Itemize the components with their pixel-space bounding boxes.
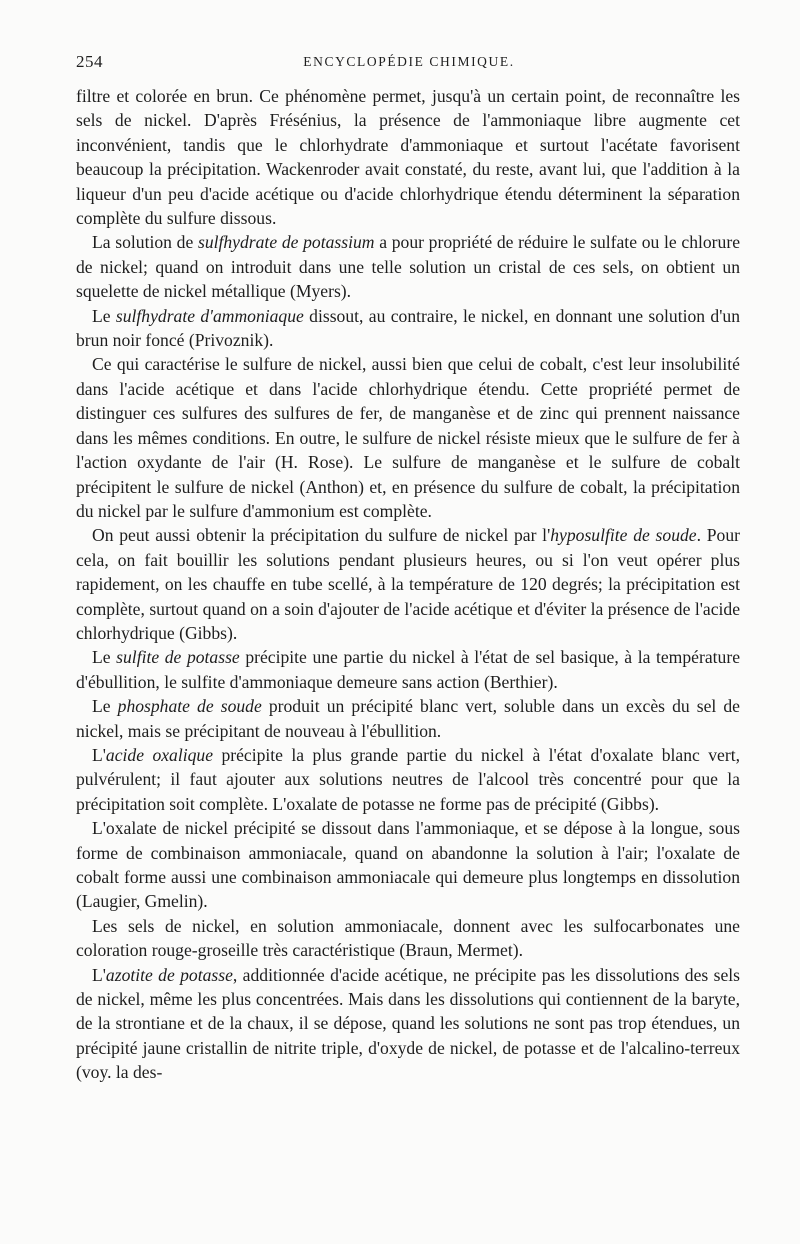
text-run: précipite une partie du nickel à l'état de sel basique, à la température d'ébullition, le sulfite d'ammoniaque demeure sans action (Berthier).	[76, 647, 740, 692]
text-run: Le	[92, 647, 117, 668]
text-run: a pour propriété de réduire le sulfate ou le chlorure de nickel; quand on introduit dans une telle solution un cristal de ces sels, on obtient un squelette de nickel métallique (Myers).	[76, 232, 741, 302]
text-run: L'	[92, 744, 106, 765]
text-run: . Pour cela, on fait bouillir les solutions pendant plusieurs heures, ou si l'on veut opérer plus rapidement, on les chauffe en tube scellé, à la température de 120 degrés; la précipitation est complète, surtout quand on a soin d'ajouter de l'acide acétique et d'éviter la présence de l'acide chlorhydrique (Gibbs).	[76, 525, 740, 643]
text-run: L'oxalate de nickel précipité se dissout dans l'ammoniaque, et se dépose à la longue, sous forme de combinaison ammoniacale, quand on abandonne la solution à l'air; l'oxalate de cobalt forme aussi une combinaison ammoniacale qui demeure plus longtemps en dissolution (Laugier, Gmelin).	[76, 818, 740, 912]
italic-term: hyposulfite de soude	[550, 525, 697, 546]
body-text	[76, 84, 740, 1085]
text-run: L'	[92, 964, 106, 985]
text-run: Le	[92, 305, 116, 326]
italic-term: sulfhydrate d'ammoniaque	[115, 305, 304, 326]
text-run: Le	[92, 696, 118, 717]
running-title: ENCYCLOPÉDIE CHIMIQUE.	[303, 54, 515, 69]
paragraph-3	[76, 304, 740, 353]
paragraph-11	[76, 963, 740, 1085]
text-run: On peut aussi obtenir la précipitation du sulfure de nickel par l'	[92, 525, 551, 546]
text-run: dissout, au contraire, le nickel, en donnant une solution d'un brun noir foncé (Privoznik).	[76, 305, 740, 351]
italic-term: acide oxalique	[105, 744, 214, 765]
paragraph-7	[76, 694, 740, 743]
page-header	[76, 52, 742, 76]
italic-term: azotite de potasse	[105, 964, 233, 985]
italic-term: phosphate de soude	[117, 696, 262, 717]
text-run: filtre et colorée en brun. Ce phénomène permet, jusqu'à un certain point, de reconnaître les sels de nickel. D'après Frésénius, la présence de l'ammoniaque libre augmente cet inconvénient, tandis que le chlorhydrate d'ammoniaque et surtout l'acétate favorisent beaucoup la précipitation. Wackenroder avait constaté, du reste, avant lui, que l'addition à la liqueur d'un peu d'acide acétique ou d'acide chlorhydrique étendu déterminent la séparation complète du sulfure dissous.	[76, 86, 740, 229]
text-run: Ce qui caractérise le sulfure de nickel, aussi bien que celui de cobalt, c'est leur insolubilité dans l'acide acétique et dans l'acide chlorhydrique étendu. Cette propriété permet de distinguer ces sulfures des sulfures de fer, de manganèse et de zinc qui prennent naissance dans les mêmes conditions. En outre, le sulfure de nickel résiste mieux que le sulfure de fer à l'action oxydante de l'air (H. Rose). Le sulfure de manganèse et le sulfure de cobalt précipitent le sulfure de nickel (Anthon) et, en présence du sulfure de cobalt, la précipitation du nickel par le sulfure d'ammonium est complète.	[76, 354, 740, 521]
paragraph-4	[76, 352, 740, 523]
text-run: produit un précipité blanc vert, soluble dans un excès du sel de nickel, mais se précipitant de nouveau à l'ébullition.	[76, 696, 740, 741]
paragraph-2	[76, 230, 740, 303]
paragraph-10	[76, 914, 740, 963]
paragraph-6	[76, 645, 740, 694]
text-run: , additionnée d'acide acétique, ne précipite pas les dissolutions des sels de nickel, même les plus concentrées. Mais dans les dissolutions qui contiennent de la baryte, de la strontiane et de la chaux, il se dépose, quand les solutions ne sont pas trop étendues, un précipité jaune cristallin de nitrite triple, d'oxyde de nickel, de potasse et de l'alcalino-terreux (voy. la des-	[76, 964, 740, 1083]
paragraph-9	[76, 816, 740, 914]
paragraph-5	[76, 523, 740, 645]
text-run: précipite la plus grande partie du nickel à l'état d'oxalate blanc vert, pulvérulent; il faut ajouter aux solutions neutres de l'alcool très concentré pour que la précipitation soit complète. L'oxalate de potasse ne forme pas de précipité (Gibbs).	[76, 744, 740, 814]
text-run: La solution de	[92, 232, 198, 253]
paragraph-8	[76, 743, 740, 816]
page-number: 254	[76, 52, 103, 71]
italic-term: sulfite de potasse	[116, 647, 240, 668]
paragraph-1	[76, 84, 740, 230]
italic-term: sulfhydrate de potassium	[197, 232, 375, 253]
text-run: Les sels de nickel, en solution ammoniacale, donnent avec les sulfocarbonates une coloration rouge-groseille très caractéristique (Braun, Mermet).	[76, 915, 740, 961]
